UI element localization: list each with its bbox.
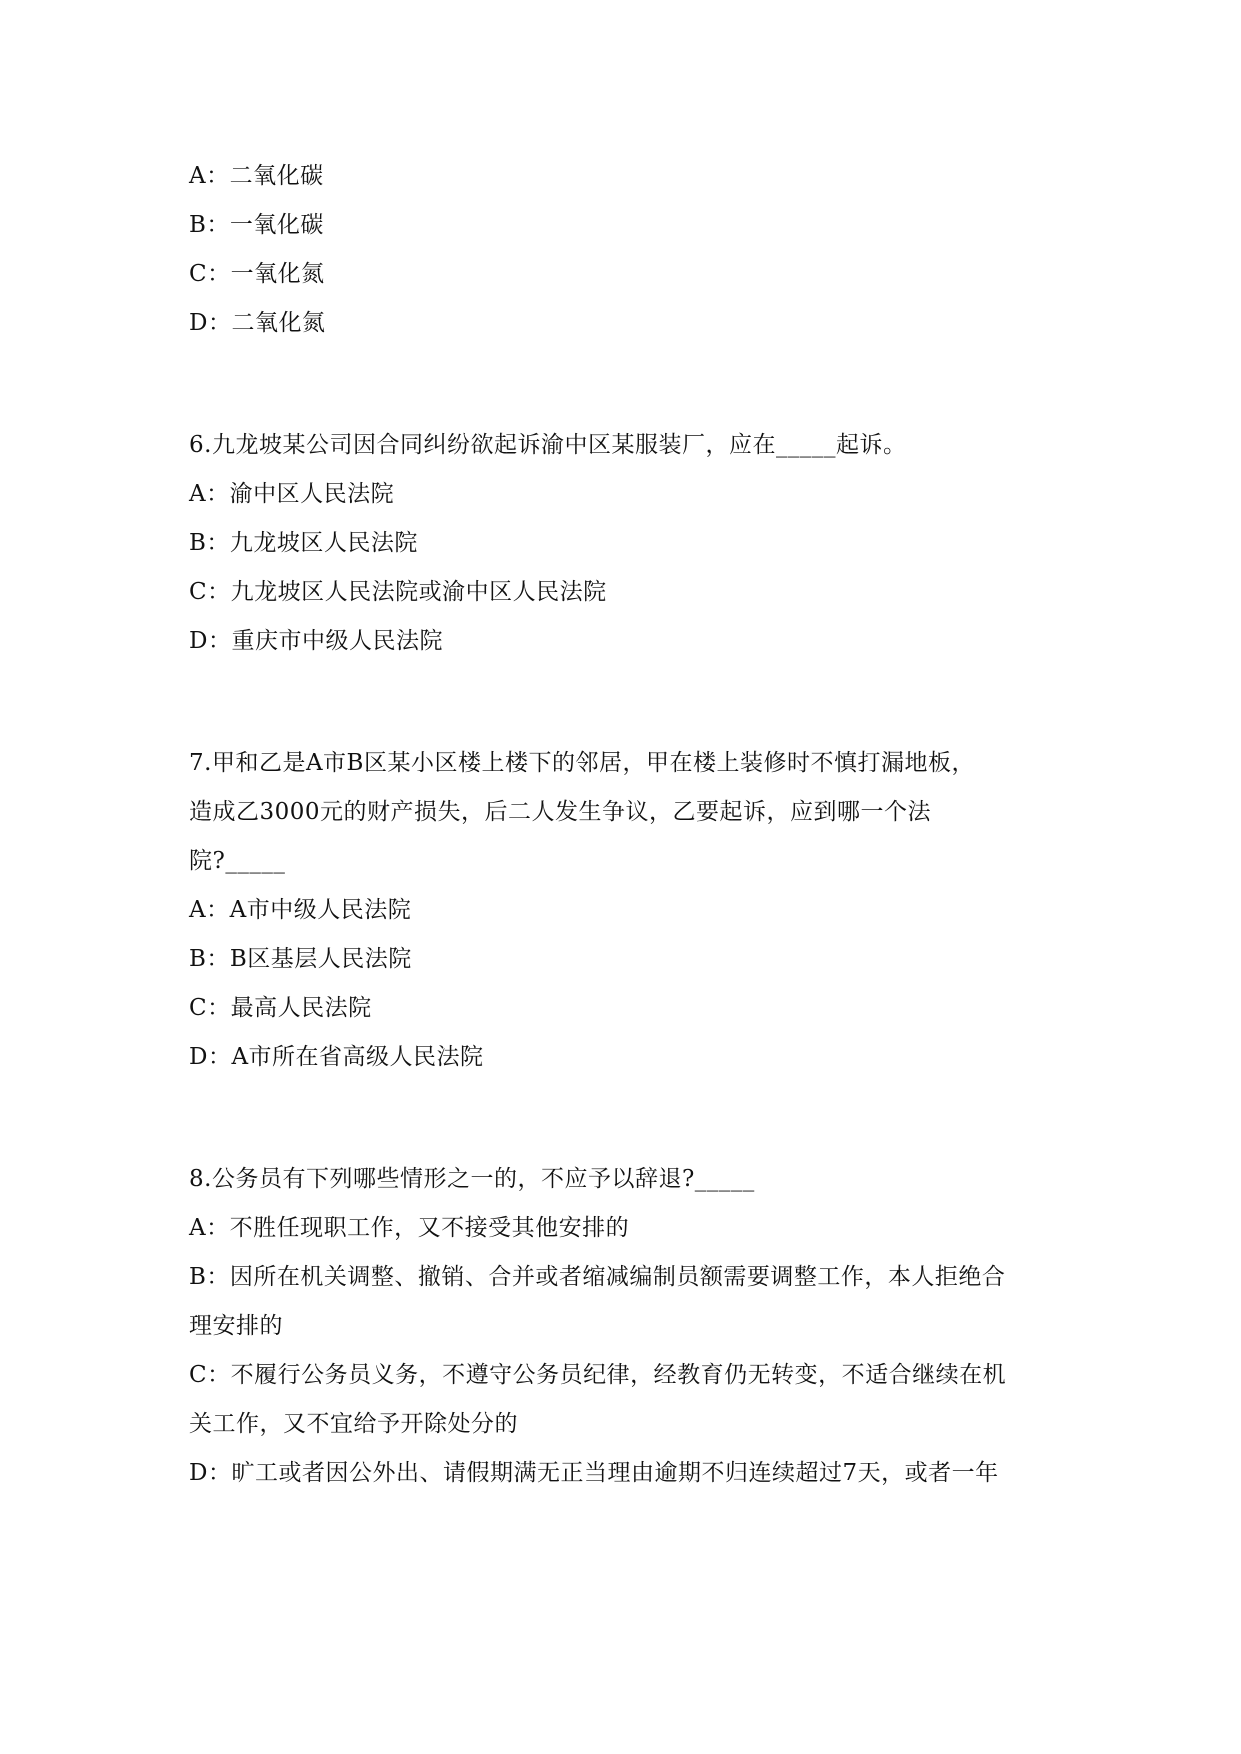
option-a: A：A市中级人民法院: [189, 897, 412, 923]
question-stem-cont: 院?_____: [189, 848, 286, 874]
document-page: [189, 152, 1059, 1498]
question-stem-cont: 造成乙3000元的财产损失，后二人发生争议，乙要起诉，应到哪一个法: [189, 799, 932, 825]
question-8: [189, 1155, 1059, 1498]
question-stem: 6.九龙坡某公司因合同纠纷欲起诉渝中区某服装厂，应在_____起诉。: [189, 432, 907, 458]
option-d: D：旷工或者因公外出、请假期满无正当理由逾期不归连续超过7天，或者一年: [189, 1460, 999, 1486]
question-5-options: [189, 152, 1059, 348]
option-c: C：一氧化氮: [189, 261, 325, 287]
option-d: D：A市所在省高级人民法院: [189, 1044, 484, 1070]
question-stem: 7.甲和乙是A市B区某小区楼上楼下的邻居，甲在楼上装修时不慎打漏地板，: [189, 750, 975, 776]
option-b: B：九龙坡区人民法院: [189, 530, 418, 556]
option-a: A：二氧化碳: [189, 163, 324, 189]
option-b-cont: 理安排的: [189, 1313, 283, 1339]
option-b: B：一氧化碳: [189, 212, 324, 238]
option-b: B：因所在机关调整、撤销、合并或者缩减编制员额需要调整工作，本人拒绝合: [189, 1264, 1006, 1290]
option-c: C：不履行公务员义务，不遵守公务员纪律，经教育仍无转变，不适合继续在机: [189, 1362, 1007, 1388]
option-d: D：二氧化氮: [189, 310, 326, 336]
option-a: A：不胜任现职工作，又不接受其他安排的: [189, 1215, 630, 1241]
option-c: C：九龙坡区人民法院或渝中区人民法院: [189, 579, 607, 605]
question-stem: 8.公务员有下列哪些情形之一的，不应予以辞退?_____: [189, 1166, 755, 1192]
option-d: D：重庆市中级人民法院: [189, 628, 443, 654]
option-c: C：最高人民法院: [189, 995, 372, 1021]
question-6: [189, 421, 1059, 666]
option-c-cont: 关工作，又不宜给予开除处分的: [189, 1411, 518, 1437]
option-a: A：渝中区人民法院: [189, 481, 395, 507]
question-7: [189, 739, 1059, 1082]
option-b: B：B区基层人民法院: [189, 946, 412, 972]
